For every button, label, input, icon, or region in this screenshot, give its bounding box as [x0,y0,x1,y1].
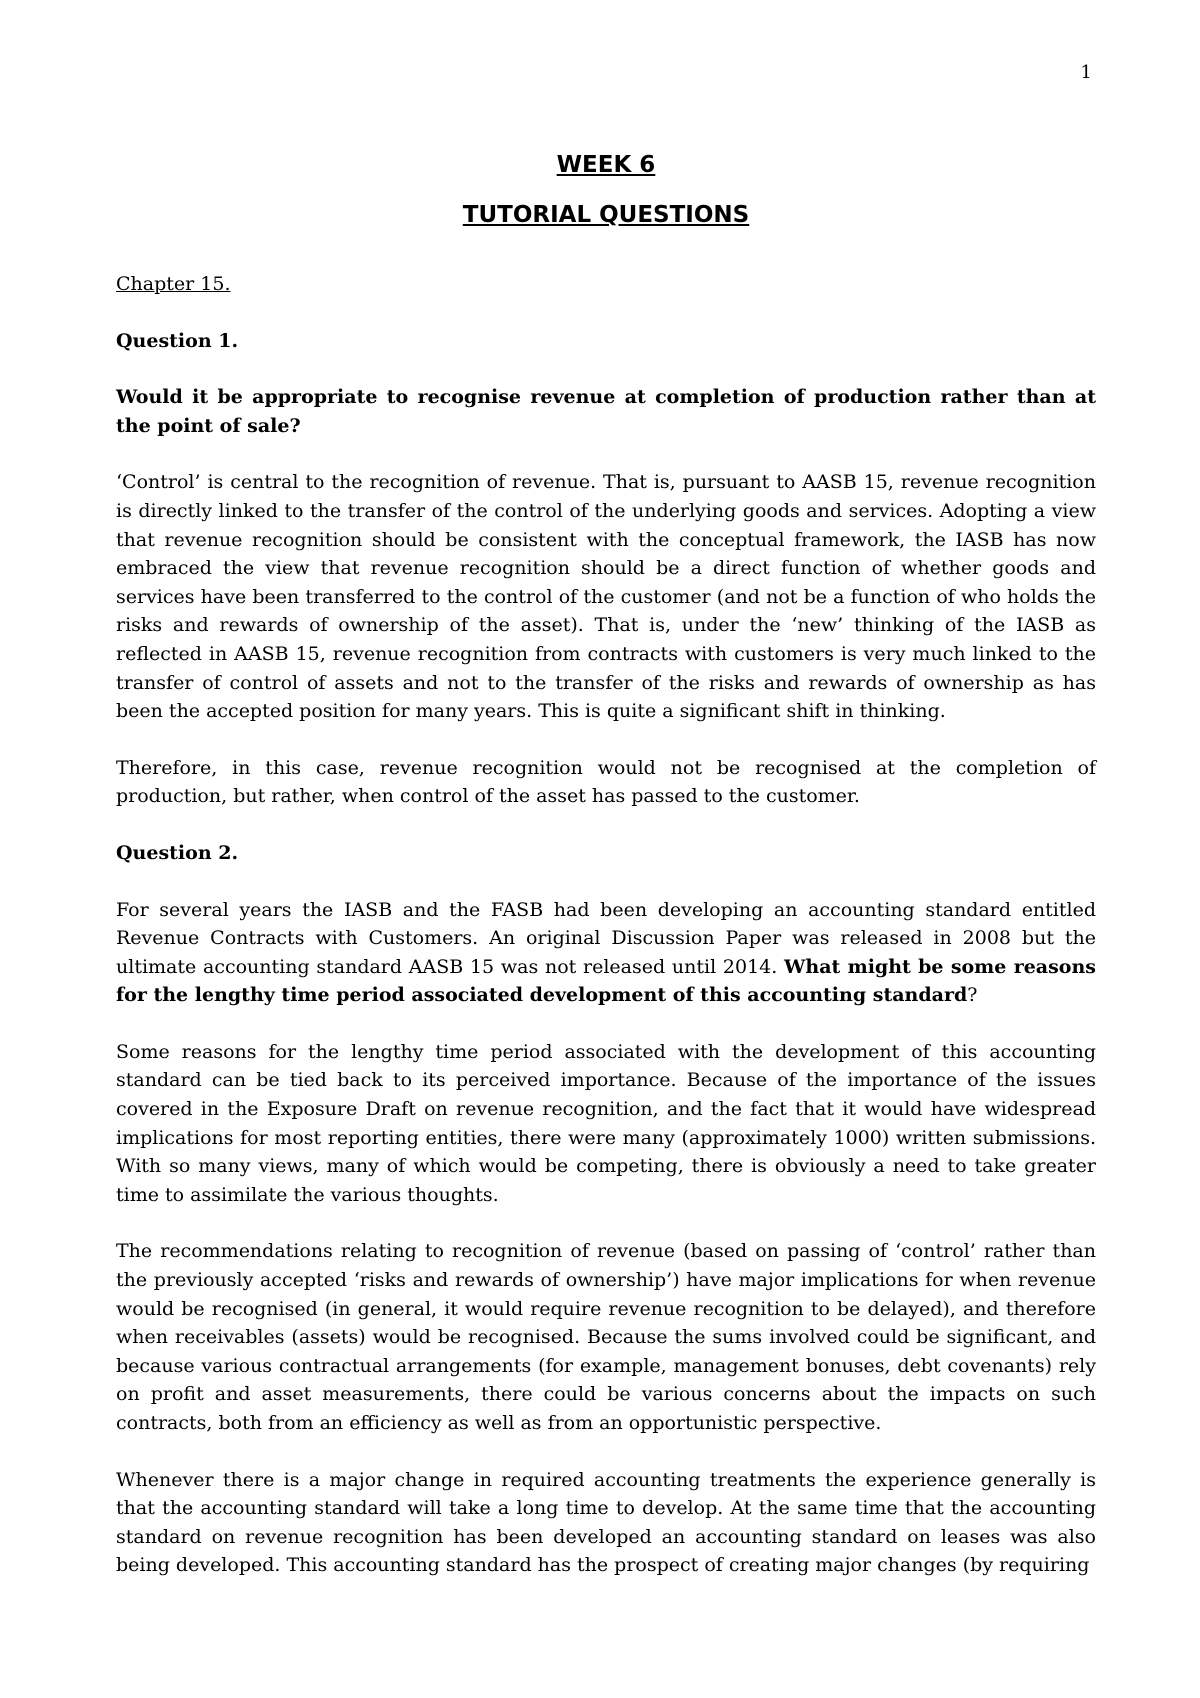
question-1-label: Question 1. [116,329,239,352]
question-2-question-mark: ? [967,984,978,1007]
question-1-text: Would it be appropriate to recognise revenue at completion of production rather than at the point of sale? [116,386,1096,437]
chapter-label: Chapter 15. [116,273,231,295]
question-2-intro: For several years the IASB and the FASB had been developing an accounting standard entitled Revenue Contracts with Customers. An original Discussion Paper was released in 2008 but the ultimate accounting standard AASB 15 was not released until 2014. [116,898,1096,978]
question-2-question: What might be some reasons for the lengthy time period associated development of this accounting standard [116,955,1096,1007]
question-2-answer-paragraph: The recommendations relating to recognition of revenue (based on passing of ‘control’ rather than the previously accepted ‘risks and rewards of ownership’) have major implications for when revenue would be recognised (in general, it would require revenue recognition to be delayed), and therefore when receivables (assets) would be recognised. Because the sums involved could be significant, and because various contractual arrangements (for example, management bonuses, debt covenants) rely on profit and asset measurements, there could be various concerns about the impacts on such contracts, both from an efficiency as well as from an opportunistic perspective. [116,1240,1096,1434]
question-1-answer-paragraph: Therefore, in this case, revenue recognition would not be recognised at the completion of production, but rather, when control of the asset has passed to the customer. [116,756,1096,808]
question-2-answer-paragraph: Whenever there is a major change in required accounting treatments the experience generally is that the accounting standard will take a long time to develop. At the same time that the accounting standard on revenue recognition has been developed an accounting standard on leases was also being developed. This accounting standard has the prospect of creating major changes (by requiring [116,1468,1096,1577]
page-number: 1 [1080,62,1092,83]
question-2-answer-paragraph: Some reasons for the lengthy time period associated with the development of this accounting standard can be tied back to its perceived importance. Because of the importance of the issues covered in the Exposure Draft on revenue recognition, and the fact that it would have widespread implications for most reporting entities, there were many (approximately 1000) written submissions. With so many views, many of which would be competing, there is obviously a need to take greater time to assimilate the various thoughts. [116,1040,1096,1206]
question-2-text [116,896,1096,1010]
question-1-answer-paragraph: ‘Control’ is central to the recognition of revenue. That is, pursuant to AASB 15, revenue recognition is directly linked to the transfer of the control of the underlying goods and services. Adopting a view that revenue recognition should be consistent with the conceptual framework, the IASB has now embraced the view that revenue recognition should be a direct function of whether goods and services have been transferred to the control of the customer (and not be a function of who holds the risks and rewards of ownership of the asset). That is, under the ‘new’ thinking of the IASB as reflected in AASB 15, revenue recognition from contracts with customers is very much linked to the transfer of control of assets and not to the transfer of the risks and rewards of ownership as has been the accepted position for many years. This is quite a significant shift in thinking. [116,471,1096,723]
week-heading: WEEK 6 [556,152,656,178]
document-body [116,150,1096,1580]
question-2-label: Question 2. [116,841,239,864]
tutorial-questions-heading: TUTORIAL QUESTIONS [462,202,750,228]
